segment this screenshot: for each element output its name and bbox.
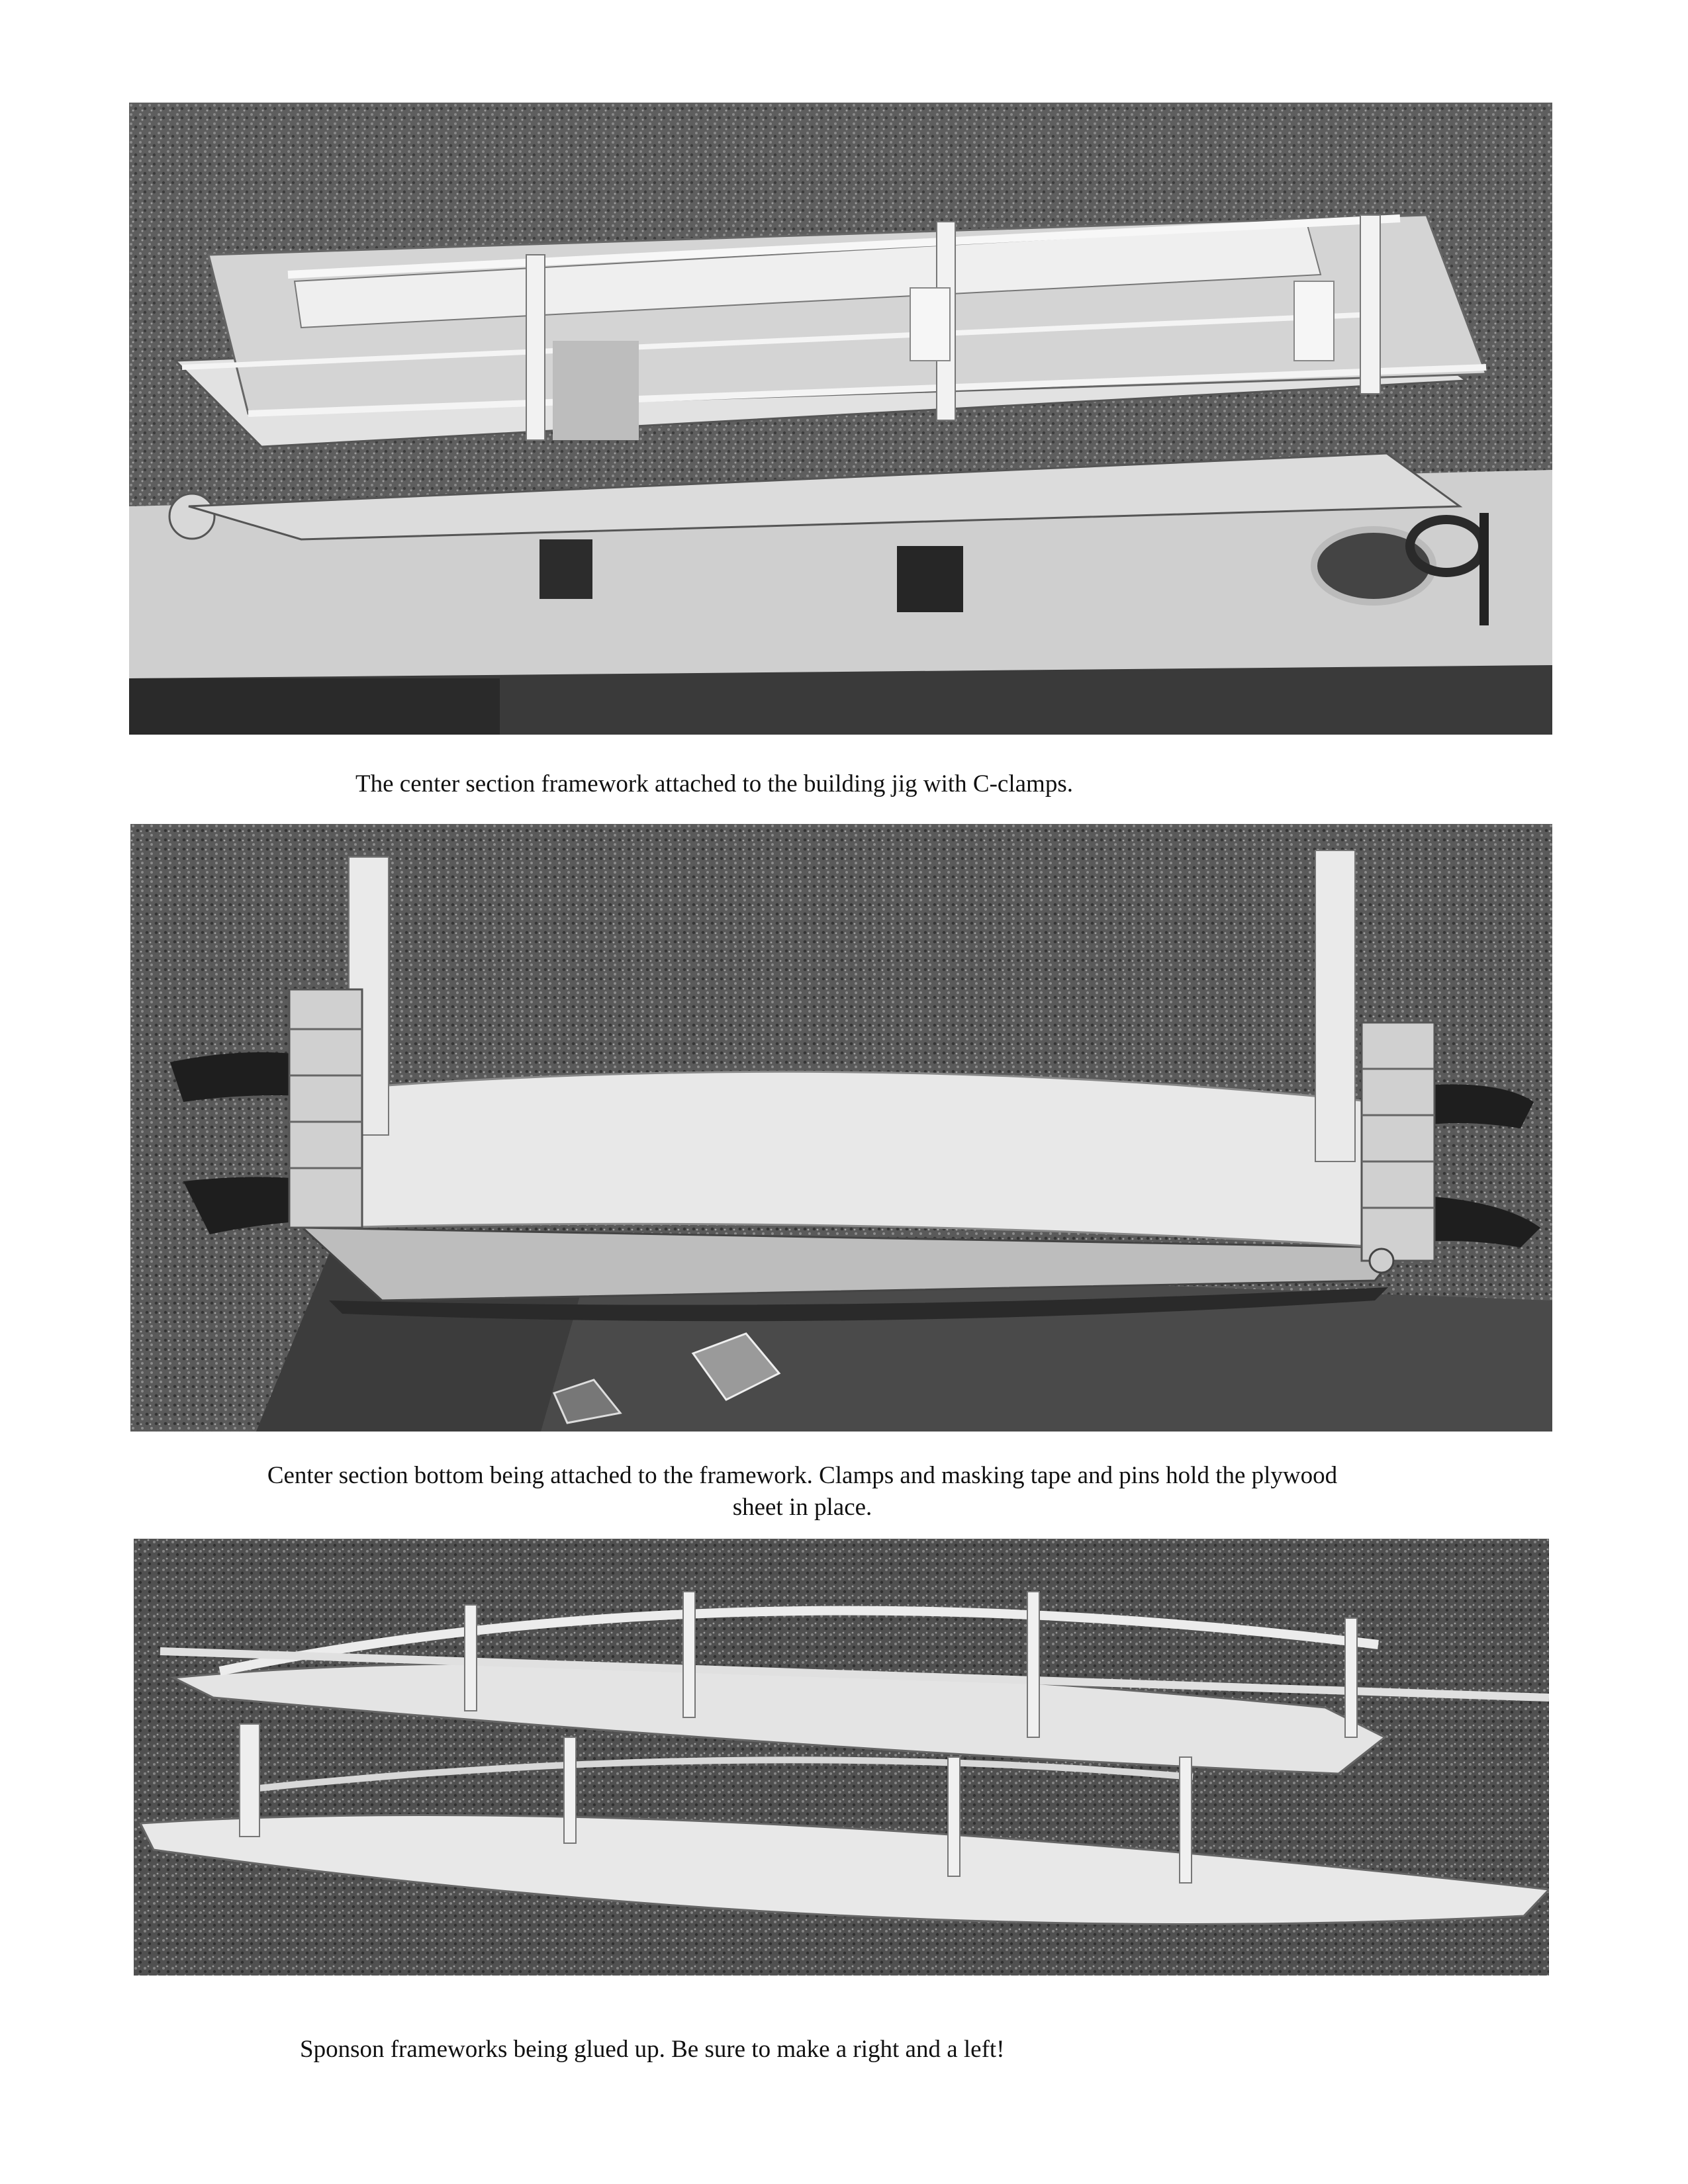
figure-caption <box>130 1460 1474 1524</box>
photo-center-bottom-attachment <box>130 824 1552 1432</box>
photo-sponson-frameworks <box>134 1539 1549 1976</box>
caption-line: Center section bottom being attached to the framework. Clamps and masking tape and pins hold the plywood <box>267 1462 1338 1489</box>
figure-caption: The center section framework attached to the building jig with C-clamps. <box>355 770 1073 797</box>
photo-center-framework-on-jig <box>129 103 1552 735</box>
caption-line: sheet in place. <box>732 1494 872 1521</box>
figure-caption: Sponson frameworks being glued up. Be sure to make a right and a left! <box>300 2036 1005 2063</box>
